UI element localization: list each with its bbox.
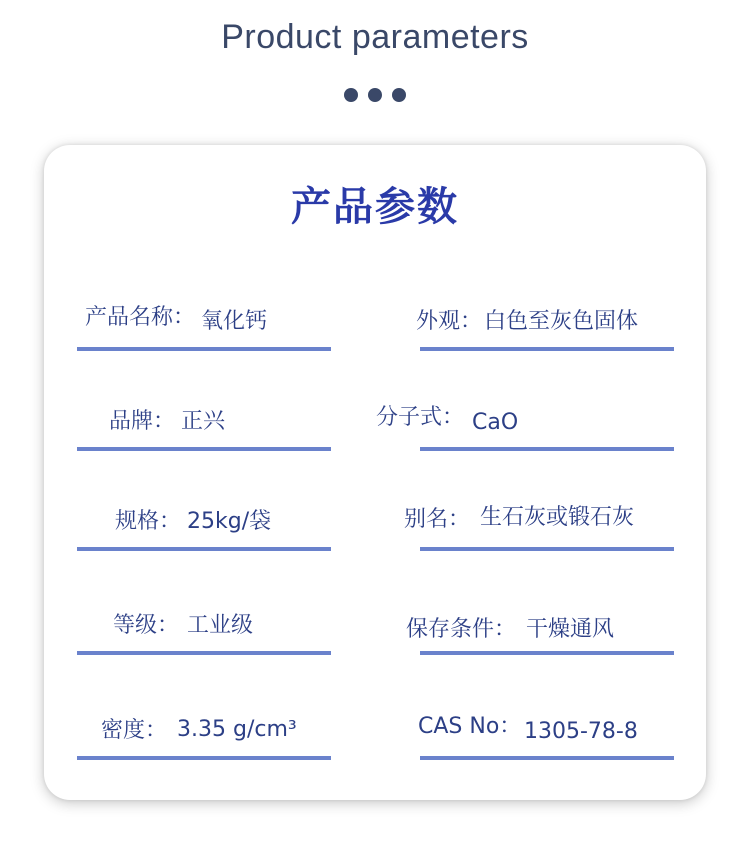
- field-value: 工业级: [187, 613, 254, 638]
- dot-icon: [392, 88, 406, 102]
- field-label: 等级：: [113, 613, 180, 638]
- field-storage: [406, 607, 674, 655]
- field-brand: [77, 403, 331, 451]
- field-label: 分子式：: [376, 405, 465, 430]
- field-cas-no: [420, 712, 674, 760]
- card-title: 产品参数: [291, 184, 459, 230]
- field-label: 密度：: [101, 718, 168, 743]
- field-density: [77, 712, 331, 760]
- parameters-card: [44, 145, 706, 800]
- field-label: 规格：: [115, 509, 182, 534]
- field-value: 氧化钙: [201, 309, 268, 334]
- field-value: 3.35 g/cm³: [177, 717, 297, 742]
- dot-icon: [368, 88, 382, 102]
- field-product-name: [77, 303, 331, 351]
- page-header-title: Product parameters: [221, 18, 529, 56]
- header-dots: [0, 88, 750, 104]
- field-label: 品牌：: [109, 409, 176, 434]
- field-specification: [77, 503, 331, 551]
- field-label: 别名：: [404, 507, 471, 532]
- field-label: CAS No：: [418, 714, 522, 739]
- field-value: 1305-78-8: [524, 719, 638, 744]
- field-value: CaO: [472, 410, 519, 435]
- field-label: 外观：: [416, 309, 483, 334]
- field-value: 生石灰或锻石灰: [480, 505, 635, 530]
- field-value: 正兴: [181, 409, 226, 434]
- field-appearance: [416, 303, 674, 351]
- field-formula: [376, 403, 674, 451]
- field-grade: [77, 607, 331, 655]
- field-value: 白色至灰色固体: [484, 309, 639, 334]
- field-alias: [404, 503, 674, 551]
- field-value: 干燥通风: [526, 617, 615, 642]
- dot-icon: [344, 88, 358, 102]
- field-label: 保存条件：: [406, 617, 517, 642]
- field-label: 产品名称：: [85, 305, 196, 330]
- field-value: 25kg/袋: [187, 509, 272, 534]
